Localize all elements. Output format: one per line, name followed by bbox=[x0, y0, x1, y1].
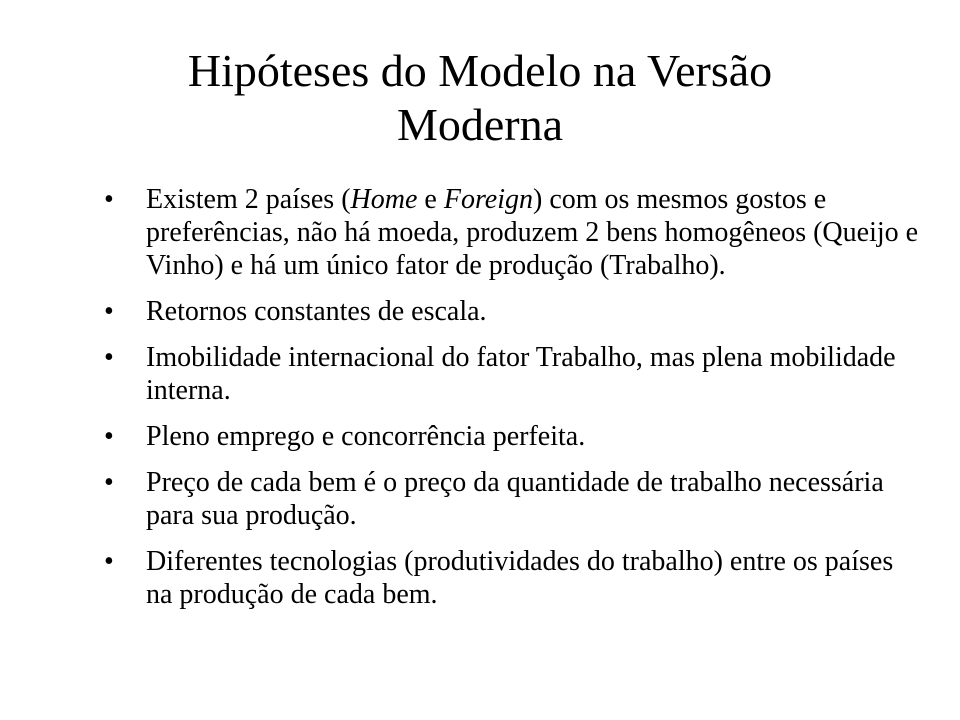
bullet-item bbox=[104, 420, 924, 453]
foreign-country-label: Foreign bbox=[443, 184, 534, 215]
bullet-item bbox=[104, 466, 924, 532]
slide-title-line-2: Moderna bbox=[396, 99, 564, 150]
bullet-text: Preço de cada bem é o preço da quantidade de trabalho necessária para sua produção. bbox=[146, 467, 884, 531]
bullet-text: Diferentes tecnologias (produtividades do trabalho) entre os países na produção de cada bem. bbox=[146, 546, 894, 610]
slide-title-line-1: Hipóteses do Modelo na Versão bbox=[187, 45, 773, 96]
bullet-text-part: ) com os mesmos gostos e preferências, não há moeda, produzem 2 bens homogêneos (Queijo e Vinho) e há um único fator de produção (Trabalho). bbox=[146, 184, 919, 281]
bullet-text: Imobilidade internacional do fator Trabalho, mas plena mobilidade interna. bbox=[146, 342, 896, 406]
bullet-marker: • bbox=[104, 421, 114, 452]
slide-title bbox=[60, 44, 900, 152]
bullet-marker: • bbox=[104, 296, 114, 327]
bullet-item bbox=[104, 545, 924, 611]
bullet-text: Pleno emprego e concorrência perfeita. bbox=[146, 421, 586, 452]
bullet-item bbox=[104, 183, 924, 282]
bullet-item bbox=[104, 341, 924, 407]
bullet-text bbox=[146, 183, 924, 282]
bullet-marker: • bbox=[104, 342, 114, 373]
bullet-marker: • bbox=[104, 467, 114, 498]
bullet-item bbox=[104, 295, 924, 328]
home-country-label: Home bbox=[350, 184, 418, 215]
bullet-marker: • bbox=[104, 546, 114, 577]
bullet-text-part: e bbox=[417, 184, 444, 215]
bullet-text-part: Existem 2 países ( bbox=[146, 184, 351, 215]
bullet-list bbox=[104, 183, 924, 624]
bullet-marker: • bbox=[104, 184, 114, 215]
bullet-text: Retornos constantes de escala. bbox=[146, 296, 487, 327]
